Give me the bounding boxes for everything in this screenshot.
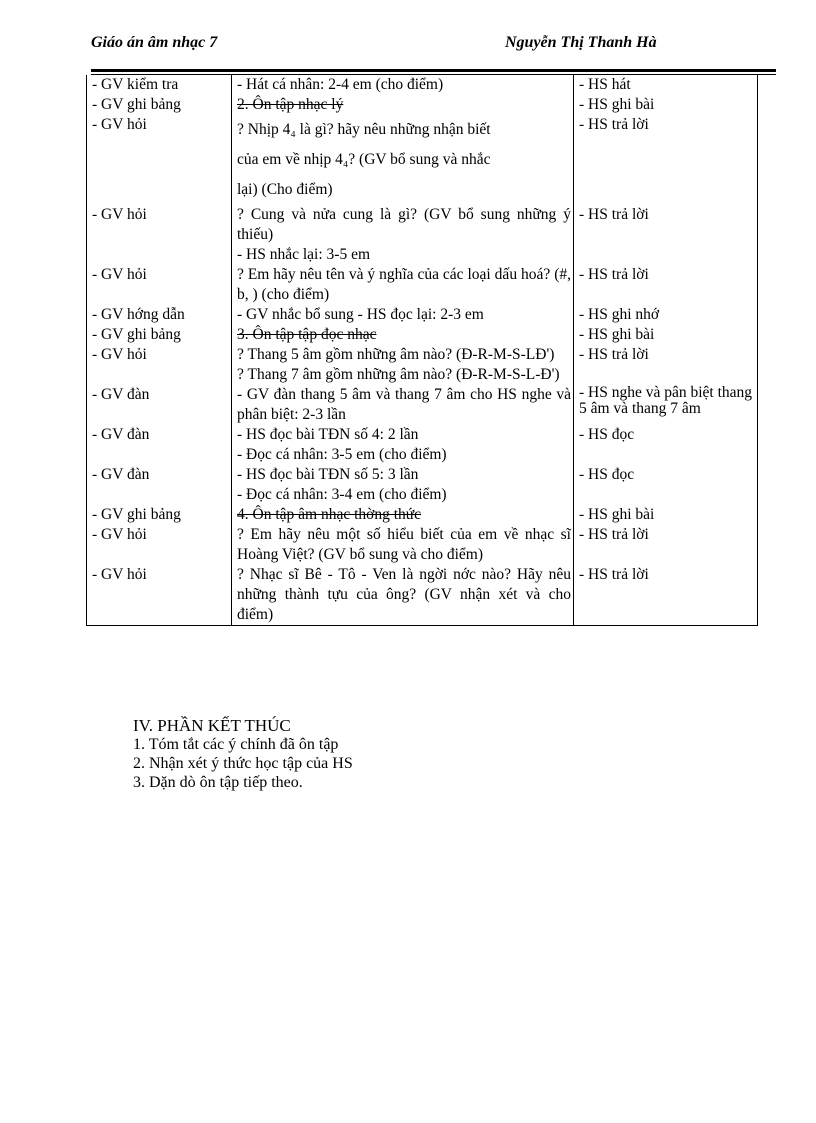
header-rule-thick: [91, 69, 776, 72]
lesson-content: [232, 265, 574, 305]
teacher-activity: - GV ghi bảng: [87, 95, 232, 115]
header-author: Nguyễn Thị Thanh Hà: [505, 34, 657, 51]
student-activity: - HS trả lời: [574, 205, 758, 265]
student-activity: - HS ghi bài: [574, 325, 758, 345]
teacher-activity: - GV hỏi: [87, 265, 232, 305]
table-row: [87, 115, 758, 205]
table-row: [87, 425, 758, 465]
teacher-activity: - GV hớng dẫn: [87, 305, 232, 325]
conclusion-item: 3. Dặn dò ôn tập tiếp theo.: [133, 774, 303, 791]
content-line: ? Em hãy nêu một số hiểu biết của em về nhạc sĩ Hoàng Việt? (GV bổ sung và cho điểm): [237, 526, 571, 563]
content-line: ? Cung và nửa cung là gì? (GV bổ sung những ý thiếu): [237, 206, 571, 243]
lesson-content: [232, 425, 574, 465]
lesson-content: [232, 525, 574, 565]
table-row: [87, 465, 758, 505]
teacher-activity: - GV kiểm tra: [87, 75, 232, 95]
table-row: [87, 565, 758, 626]
lesson-content: [232, 305, 574, 325]
teacher-activity: - GV đàn: [87, 425, 232, 465]
content-line: - Hát cá nhân: 2-4 em (cho điểm): [237, 76, 444, 93]
table-row: [87, 325, 758, 345]
student-activity: - HS trả lời: [574, 345, 758, 385]
content-line: - GV nhắc bổ sung - HS đọc lại: 2-3 em: [237, 306, 484, 323]
teacher-activity: - GV đàn: [87, 465, 232, 505]
student-activity: - HS ghi nhớ: [574, 305, 758, 325]
lesson-content: [232, 115, 574, 205]
table-row: [87, 205, 758, 265]
section-heading: 4. Ôn tập âm nhạc thờng thức: [237, 506, 422, 523]
lesson-content: [232, 565, 574, 626]
lesson-content: [232, 505, 574, 525]
teacher-activity: - GV hỏi: [87, 115, 232, 205]
student-activity: - HS trả lời: [574, 565, 758, 626]
table-row: [87, 505, 758, 525]
table-row: [87, 95, 758, 115]
lesson-content: [232, 465, 574, 505]
content-line: - GV đàn thang 5 âm và thang 7 âm cho HS nghe và phân biệt: 2-3 lần: [237, 386, 571, 423]
student-activity: - HS trả lời: [574, 115, 758, 205]
lesson-content: [232, 205, 574, 265]
teacher-activity: - GV ghi bảng: [87, 325, 232, 345]
lesson-content: [232, 75, 574, 95]
lesson-content: [232, 325, 574, 345]
content-line: ? Thang 7 âm gồm những âm nào? (Đ-R-M-S-L-Đ'): [237, 366, 560, 383]
content-line: - HS đọc bài TĐN số 5: 3 lần: [237, 466, 419, 483]
table-row: [87, 345, 758, 385]
conclusion-title: IV. PHẦN KẾT THÚC: [133, 716, 291, 735]
content-line: ? Thang 5 âm gồm những âm nào? (Đ-R-M-S-LĐ'): [237, 346, 555, 363]
content-line: lại) (Cho điểm): [237, 181, 333, 198]
lesson-activity-table: [86, 75, 758, 626]
content-line: của em về nhịp 4₄? (GV bổ sung và nhắc: [237, 151, 491, 168]
table-row: [87, 265, 758, 305]
table-row: [87, 525, 758, 565]
content-line: ? Em hãy nêu tên và ý nghĩa của các loại dấu hoá? (#, b, ) (cho điểm): [237, 266, 571, 303]
table-row: [87, 75, 758, 95]
teacher-activity: - GV hỏi: [87, 525, 232, 565]
conclusion-section: [133, 716, 353, 792]
student-activity: - HS đọc: [574, 425, 758, 465]
student-activity: - HS ghi bài: [574, 95, 758, 115]
student-activity: - HS nghe và pân biệt thang 5 âm và thang 7 âm: [574, 385, 758, 425]
content-line: ? Nhịp 4₄ là gì? hãy nêu những nhận biết: [237, 121, 491, 138]
content-line: - HS nhắc lại: 3-5 em: [237, 246, 371, 263]
content-line: - Đọc cá nhân: 3-4 em (cho điểm): [237, 486, 447, 503]
teacher-activity: - GV hỏi: [87, 565, 232, 626]
lesson-content: [232, 345, 574, 385]
student-activity: - HS đọc: [574, 465, 758, 505]
content-line: - HS đọc bài TĐN số 4: 2 lần: [237, 426, 419, 443]
teacher-activity: - GV hỏi: [87, 205, 232, 265]
student-activity: - HS hát: [574, 75, 758, 95]
student-activity: - HS trả lời: [574, 265, 758, 305]
lesson-content: [232, 385, 574, 425]
content-line: - Đọc cá nhân: 3-5 em (cho điểm): [237, 446, 447, 463]
conclusion-item: 1. Tóm tắt các ý chính đã ôn tập: [133, 736, 339, 753]
student-activity: - HS trả lời: [574, 525, 758, 565]
teacher-activity: - GV đàn: [87, 385, 232, 425]
teacher-activity: - GV hỏi: [87, 345, 232, 385]
section-heading: 3. Ôn tập tập đọc nhạc: [237, 326, 377, 343]
student-activity: - HS ghi bài: [574, 505, 758, 525]
section-heading: 2. Ôn tập nhạc lý: [237, 96, 344, 113]
lesson-content: [232, 95, 574, 115]
header-course-title: Giáo án âm nhạc 7: [91, 34, 218, 51]
page-header: [91, 34, 776, 56]
teacher-activity: - GV ghi bảng: [87, 505, 232, 525]
conclusion-item: 2. Nhận xét ý thức học tập của HS: [133, 755, 353, 772]
table-row: [87, 305, 758, 325]
content-line: ? Nhạc sĩ Bê - Tô - Ven là ngời nớc nào? Hãy nêu những thành tựu của ông? (GV nhận xét và cho điểm): [237, 566, 571, 623]
table-row: [87, 385, 758, 425]
